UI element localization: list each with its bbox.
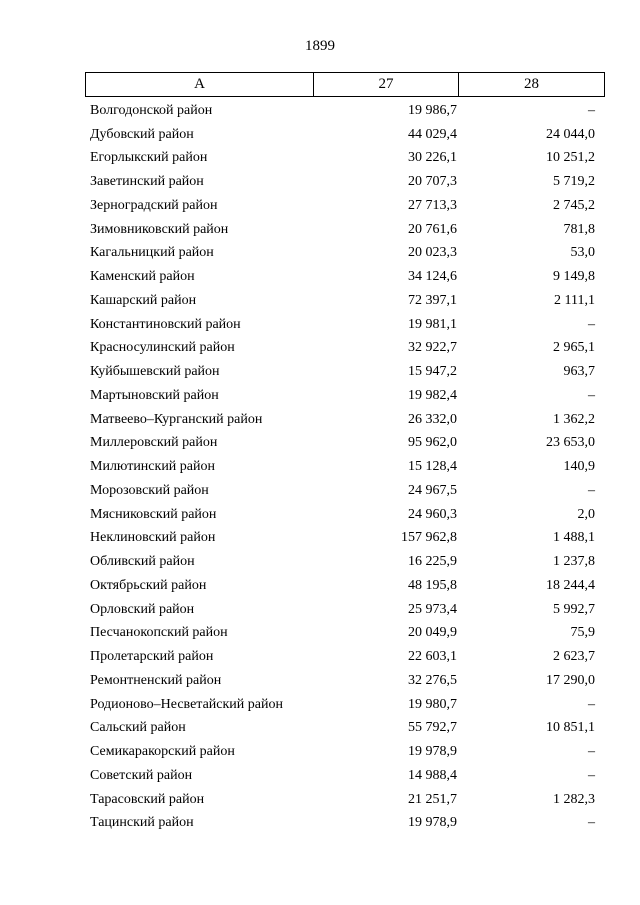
header-cell-27: 27 [314,73,459,97]
table-row [85,717,601,741]
district-name-cell: Октябрьский район [90,577,207,593]
table-row [85,645,601,669]
page-number: 1899 [305,38,335,54]
value-28-cell: 5 719,2 [553,174,595,190]
district-name-cell: Песчанокопский район [90,625,228,641]
table-row [85,503,601,527]
value-28-cell: – [588,815,595,831]
district-name-cell: Куйбышевский район [90,364,220,380]
value-27-cell: 157 962,8 [401,530,457,546]
value-28-cell: 2 965,1 [553,340,595,356]
table-row [85,693,601,717]
table-row [85,669,601,693]
value-27-cell: 20 707,3 [408,174,457,190]
value-28-cell: 781,8 [563,221,595,237]
value-28-cell: 2 745,2 [553,197,595,213]
table-row [85,408,601,432]
table-row [85,170,601,194]
header-cell-28: 28 [459,73,605,97]
table-row [85,479,601,503]
district-name-cell: Тарасовский район [90,791,205,807]
table-row [85,550,601,574]
header-row [86,73,605,97]
value-27-cell: 19 978,9 [408,815,457,831]
district-name-cell: Обливский район [90,554,195,570]
value-27-cell: 21 251,7 [408,791,457,807]
district-name-cell: Семикаракорский район [90,744,235,760]
value-27-cell: 19 986,7 [408,102,457,118]
district-name-cell: Дубовский район [90,126,194,142]
table-row [85,527,601,551]
value-27-cell: 24 960,3 [408,506,457,522]
value-27-cell: 26 332,0 [408,411,457,427]
value-28-cell: – [588,696,595,712]
district-name-cell: Каменский район [90,269,195,285]
value-28-cell: 17 290,0 [546,672,595,688]
value-28-cell: 2 623,7 [553,649,595,665]
table-row [85,788,601,812]
table-row [85,147,601,171]
district-name-cell: Егорлыкский район [90,150,208,166]
value-27-cell: 20 761,6 [408,221,457,237]
value-27-cell: 16 225,9 [408,554,457,570]
table-row [85,218,601,242]
table-row [85,313,601,337]
header-cell-a: А [86,73,314,97]
value-27-cell: 72 397,1 [408,292,457,308]
value-28-cell: 1 362,2 [553,411,595,427]
table-header [85,72,605,97]
table-row [85,123,601,147]
table-row [85,764,601,788]
district-name-cell: Кагальницкий район [90,245,214,261]
value-27-cell: 15 128,4 [408,459,457,475]
value-28-cell: 18 244,4 [546,577,595,593]
district-name-cell: Пролетарский район [90,649,214,665]
value-28-cell: 140,9 [563,459,595,475]
value-28-cell: 9 149,8 [553,269,595,285]
value-28-cell: 2,0 [577,506,595,522]
value-27-cell: 19 982,4 [408,387,457,403]
value-27-cell: 32 922,7 [408,340,457,356]
table-row [85,455,601,479]
table-row [85,242,601,266]
value-28-cell: – [588,744,595,760]
table-row [85,360,601,384]
district-name-cell: Морозовский район [90,482,209,498]
district-name-cell: Красносулинский район [90,340,235,356]
value-28-cell: 10 851,1 [546,720,595,736]
value-27-cell: 19 978,9 [408,744,457,760]
value-27-cell: 34 124,6 [408,269,457,285]
district-name-cell: Милютинский район [90,459,216,475]
district-name-cell: Родионово–Несветайский район [90,696,283,712]
value-27-cell: 15 947,2 [408,364,457,380]
value-28-cell: – [588,767,595,783]
value-27-cell: 27 713,3 [408,197,457,213]
district-name-cell: Миллеровский район [90,435,218,451]
value-28-cell: 1 237,8 [553,554,595,570]
table-row [85,194,601,218]
value-27-cell: 19 981,1 [408,316,457,332]
value-28-cell: 5 992,7 [553,601,595,617]
value-28-cell: 23 653,0 [546,435,595,451]
value-28-cell: – [588,387,595,403]
value-27-cell: 95 962,0 [408,435,457,451]
value-27-cell: 25 973,4 [408,601,457,617]
value-27-cell: 20 049,9 [408,625,457,641]
district-name-cell: Заветинский район [90,174,204,190]
district-name-cell: Тацинский район [90,815,194,831]
table-row [85,99,601,123]
value-28-cell: – [588,482,595,498]
table-row [85,337,601,361]
value-27-cell: 55 792,7 [408,720,457,736]
district-name-cell: Мартыновский район [90,387,219,403]
district-name-cell: Зимовниковский район [90,221,229,237]
district-name-cell: Константиновский район [90,316,241,332]
value-28-cell: 75,9 [570,625,595,641]
table-row [85,598,601,622]
district-name-cell: Ремонтненский район [90,672,222,688]
table-row [85,622,601,646]
value-27-cell: 14 988,4 [408,767,457,783]
value-28-cell: 1 488,1 [553,530,595,546]
district-name-cell: Волгодонской район [90,102,213,118]
value-27-cell: 22 603,1 [408,649,457,665]
table-row [85,289,601,313]
value-27-cell: 24 967,5 [408,482,457,498]
table-row [85,574,601,598]
value-27-cell: 44 029,4 [408,126,457,142]
district-name-cell: Мясниковский район [90,506,217,522]
district-name-cell: Матвеево–Курганский район [90,411,263,427]
value-28-cell: 24 044,0 [546,126,595,142]
value-27-cell: 32 276,5 [408,672,457,688]
table-row [85,384,601,408]
district-name-cell: Зерноградский район [90,197,218,213]
value-28-cell: 53,0 [570,245,595,261]
table-body [85,99,601,835]
value-28-cell: – [588,102,595,118]
value-28-cell: 963,7 [563,364,595,380]
district-name-cell: Советский район [90,767,193,783]
district-name-cell: Кашарский район [90,292,197,308]
table-row [85,812,601,836]
value-28-cell: 1 282,3 [553,791,595,807]
value-27-cell: 20 023,3 [408,245,457,261]
value-27-cell: 48 195,8 [408,577,457,593]
table-row [85,432,601,456]
district-name-cell: Неклиновский район [90,530,216,546]
district-name-cell: Сальский район [90,720,186,736]
value-28-cell: 10 251,2 [546,150,595,166]
table-row [85,740,601,764]
value-28-cell: – [588,316,595,332]
value-27-cell: 19 980,7 [408,696,457,712]
value-27-cell: 30 226,1 [408,150,457,166]
value-28-cell: 2 111,1 [554,292,595,308]
table-row [85,265,601,289]
district-name-cell: Орловский район [90,601,195,617]
